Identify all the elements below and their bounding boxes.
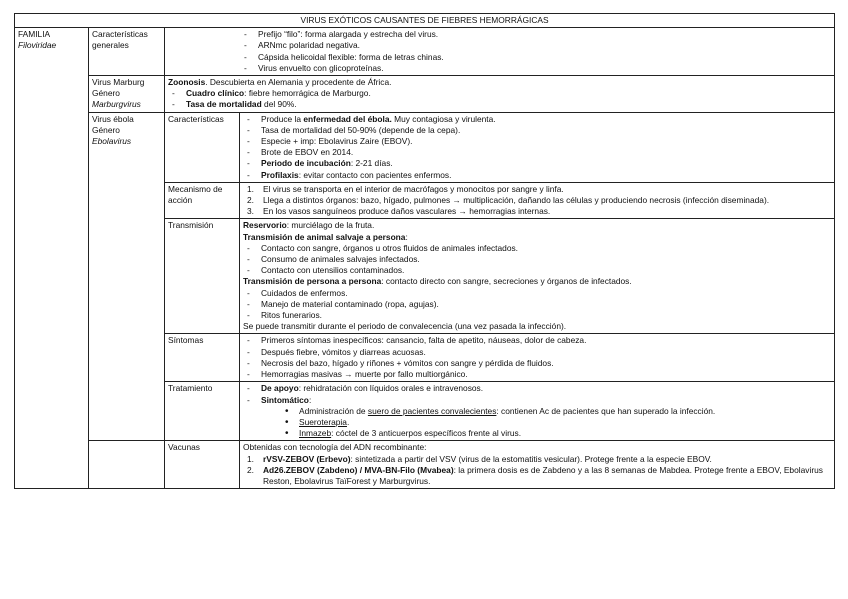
reservorio-text: : murciélago de la fruta. (286, 220, 375, 231)
caracteristicas-label: Características (165, 112, 240, 182)
vacunas-label: Vacunas (165, 441, 240, 489)
list-item: - Cuidados de enfermos. (243, 288, 831, 299)
tratamiento-label: Tratamiento (165, 382, 240, 441)
list-item: - Después fiebre, vómitos y diarreas acuosas. (243, 347, 831, 358)
ebola-name: Virus ébola (92, 113, 134, 124)
list-item: - Virus envuelto con glicoproteínas. (240, 63, 831, 74)
list-item: - Contacto con sangre, órganos u otros fluidos de animales infectados. (243, 243, 831, 254)
list-item: - Contacto con utensilios contaminados. (243, 265, 831, 276)
transmision-content: Reservorio: murciélago de la fruta. Transmisión de animal salvaje a persona: - Contacto con sangre, órganos u otros fluidos de animales infectados. - Consumo de animales salvajes infectados. - Contacto con utensilios contaminados. Transmisión de persona a persona: contacto directo con sangre, secreciones y órganos de infectados. - Cuidados de enfermos. - Manejo de material contaminado (ropa, agujas). - Ritos funerarios. Se puede transmitir durante el periodo de convalecencia (una vez pasada la infección). (240, 219, 835, 334)
list-item: - Ritos funerarios. (243, 310, 831, 321)
list-item: - Tasa de mortalidad del 90%. (168, 99, 831, 110)
list-item: - Profilaxis: evitar contacto con pacientes enfermos. (243, 170, 831, 181)
list-item: - Produce la enfermedad del ébola. Muy contagiosa y virulenta. (243, 114, 831, 125)
caracteristicas-content (240, 112, 835, 182)
list-item: • Inmazeb: cóctel de 3 anticuerpos específicos frente al virus. (243, 428, 831, 439)
list-item: - Brote de EBOV en 2014. (243, 147, 831, 158)
sintomas-label: Síntomas (165, 334, 240, 382)
generales-row (15, 28, 835, 76)
list-item: 1. rVSV-ZEBOV (Erbevo): sintetizada a partir del VSV (virus de la estomatitis vesicular). Protege frente a la especie EBOV. (247, 453, 712, 464)
list-item: - Especie + imp: Ebolavirus Zaire (EBOV). (243, 136, 831, 147)
generales-label: Características generales (89, 28, 165, 76)
list-item: - ARNmc polaridad negativa. (240, 40, 831, 51)
marburg-genero: Género (92, 88, 120, 99)
list-item: • Sueroterapia. (243, 417, 831, 428)
list-item: - Tasa de mortalidad del 50-90% (depende de la cepa). (243, 125, 831, 136)
table-title: VIRUS EXÓTICOS CAUSANTES DE FIEBRES HEMORRÁGICAS (15, 14, 835, 28)
list-item: - Primeros síntomas inespecíficos: cansancio, falta de apetito, náuseas, dolor de cabeza. (243, 335, 831, 346)
list-item: - De apoyo: rehidratación con líquidos orales e intravenosos. (243, 383, 831, 394)
vacunas-empty-cell (89, 441, 165, 489)
ebola-label (89, 112, 165, 441)
marburg-row (15, 76, 835, 113)
list-item: 1. El virus se transporta en el interior de macrófagos y monocitos por sangre y linfa. (247, 183, 564, 194)
persona-term: Transmisión de persona a persona (243, 276, 382, 287)
list-item: - Prefijo “filo”: forma alargada y estrecha del virus. (240, 29, 831, 40)
vacunas-intro: Obtenidas con tecnología del ADN recombinante: (243, 442, 427, 453)
marburg-content (165, 76, 835, 113)
transmision-label: Transmisión (165, 219, 240, 334)
zoonosis-term: Zoonosis (168, 77, 206, 88)
list-item: 2. Ad26.ZEBOV (Zabdeno) / MVA-BN-Filo (Mvabea): la primera dosis es de Zabdeno y a las 8 semanas de Mabdea. Protege frente a EBOV, Ebolavirus Reston, Ebolavirus TaïForest y Marburgvirus. (247, 464, 823, 486)
transmision-footer: Se puede transmitir durante el periodo de convalecencia (una vez pasada la infección). (243, 321, 567, 332)
familia-name: Filoviridae (18, 40, 57, 51)
list-item: 3. En los vasos sanguíneos produce daños vasculares → hemorragias internas. (247, 206, 551, 217)
vacunas-row (15, 441, 835, 489)
list-item: - Cápsida helicoidal flexible: forma de letras chinas. (240, 52, 831, 63)
marburg-label (89, 76, 165, 113)
familia-label: FAMILIA (18, 29, 51, 40)
list-item: • Administración de suero de pacientes convalecientes: contienen Ac de pacientes que han superado la infección. (243, 406, 831, 417)
ebola-genus: Ebolavirus (92, 136, 132, 147)
list-item: - Periodo de incubación: 2-21 días. (243, 158, 831, 169)
list-item: - Necrosis del bazo, hígado y riñones + vómitos con sangre y pérdida de fluidos. (243, 358, 831, 369)
list-item: - Manejo de material contaminado (ropa, agujas). (243, 299, 831, 310)
list-item: 2. Llega a distintos órganos: bazo, hígado, pulmones → multiplicación, dañando las células y produciendo necrosis (infección diseminada). (247, 195, 770, 206)
mecanismo-label: Mecanismo de acción (165, 182, 240, 219)
list-item: - Consumo de animales salvajes infectados. (243, 254, 831, 265)
list-item: - Hemorragias masivas → muerte por fallo multiorgánico. (243, 369, 831, 380)
vacunas-content (240, 441, 835, 489)
persona-text: : contacto directo con sangre, secreciones y órganos de infectados. (381, 276, 632, 287)
tratamiento-content (240, 382, 835, 441)
list-item: - Sintomático: (243, 395, 831, 406)
zoonosis-text: . Descubierta en Alemania y procedente de África. (205, 77, 392, 88)
marburg-genus: Marburgvirus (92, 99, 141, 110)
reservorio-term: Reservorio (243, 220, 287, 231)
list-item: - Cuadro clínico: fiebre hemorrágica de Marburgo. (168, 88, 831, 99)
generales-content (165, 28, 835, 76)
hemorrhagic-fever-table (14, 13, 835, 489)
ebola-genero: Género (92, 124, 120, 135)
familia-cell (15, 28, 89, 489)
animal-term: Transmisión de animal salvaje a persona (243, 231, 406, 242)
title-row (15, 14, 835, 28)
mecanismo-content (240, 182, 835, 219)
marburg-name: Virus Marburg (92, 77, 145, 88)
ebola-caracteristicas-row (15, 112, 835, 182)
sintomas-content (240, 334, 835, 382)
